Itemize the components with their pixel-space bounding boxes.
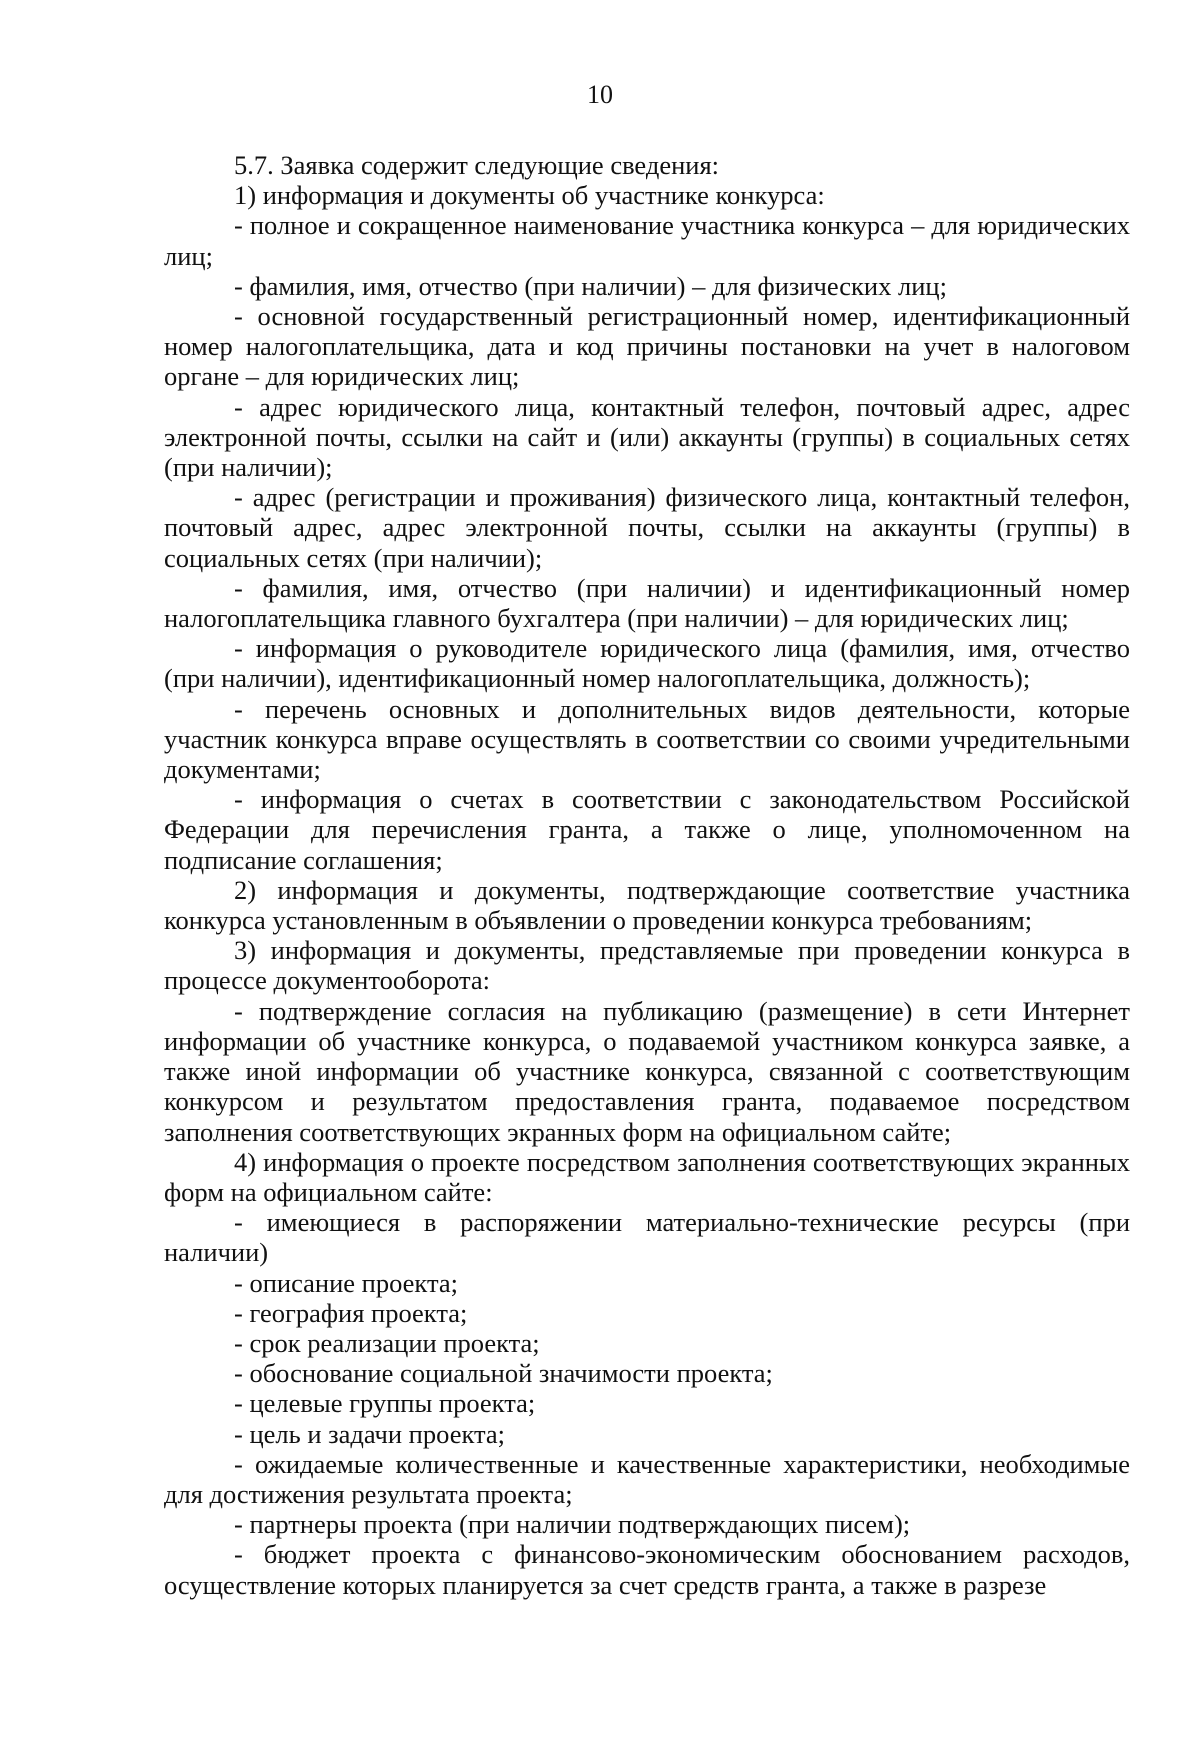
list-item: - адрес юридического лица, контактный телефон, почтовый адрес, адрес электронной почты, ссылки на сайт и (или) аккаунты (группы) в социальных сетях (при наличии); (164, 391, 1130, 483)
section-heading: 5.7. Заявка содержит следующие сведения: (234, 150, 720, 180)
list-item: - партнеры проекта (при наличии подтверждающих писем); (234, 1509, 911, 1540)
list-item: - полное и сокращенное наименование участника конкурса – для юридических лиц; (164, 210, 1130, 271)
page-number: 10 (587, 80, 613, 109)
list-item: - срок реализации проекта; (234, 1327, 540, 1358)
list-item: - информация о руководителе юридического лица (фамилия, имя, отчество (при наличии), идентификационный номер налогоплательщика, должность); (164, 633, 1130, 694)
list-item: - основной государственный регистрационный номер, идентификационный номер налогоплательщика, дата и код причины постановки на учет в налоговом органе – для юридических лиц; (164, 301, 1130, 392)
list-item: - перечень основных и дополнительных видов деятельности, которые участник конкурса вправе осуществлять в соответствии со своими учредительными документами; (164, 693, 1130, 785)
list-item: - бюджет проекта с финансово-экономическим обоснованием расходов, осуществление которых планируется за счет средств гранта, а также в разрезе (164, 1539, 1130, 1600)
list-item: 1) информация и документы об участнике конкурса: (234, 180, 825, 211)
list-item: - подтверждение согласия на публикацию (размещение) в сети Интернет информации об участнике конкурса, о подаваемой участником конкурса заявке, а также иной информации об участнике конкурса, связанной с соответствующим конкурсом и результатом предоставления гранта, подаваемое посредством заполнения соответствующих экранных форм на официальном сайте; (164, 995, 1130, 1147)
list-item: - фамилия, имя, отчество (при наличии) и идентификационный номер налогоплательщика главного бухгалтера (при наличии) – для юридических лиц; (164, 572, 1130, 634)
list-item: - цель и задачи проекта; (234, 1418, 506, 1449)
list-item: - ожидаемые количественные и качественные характеристики, необходимые для достижения результата проекта; (164, 1448, 1130, 1509)
list-item: - география проекта; (234, 1297, 468, 1328)
list-item: 3) информация и документы, представляемые при проведении конкурса в процессе документооборота: (164, 935, 1130, 996)
list-item: - обоснование социальной значимости проекта; (234, 1358, 773, 1389)
list-item: - фамилия, имя, отчество (при наличии) – для физических лиц; (234, 270, 947, 301)
document-body (164, 150, 1130, 1600)
list-item: - описание проекта; (234, 1267, 458, 1298)
list-item: 4) информация о проекте посредством заполнения соответствующих экранных форм на официальном сайте: (164, 1146, 1130, 1207)
list-item: - имеющиеся в распоряжении материально-технические ресурсы (при наличии) (164, 1207, 1130, 1268)
list-item: - целевые группы проекта; (234, 1388, 536, 1419)
list-item: - информация о счетах в соответствии с законодательством Российской Федерации для перечисления гранта, а также о лице, уполномоченном на подписание соглашения; (164, 784, 1130, 875)
list-item: - адрес (регистрации и проживания) физического лица, контактный телефон, почтовый адрес, адрес электронной почты, ссылки на аккаунты (группы) в социальных сетях (при наличии); (164, 482, 1130, 573)
list-item: 2) информация и документы, подтверждающие соответствие участника конкурса установленным в объявлении о проведении конкурса требованиям; (164, 874, 1130, 936)
